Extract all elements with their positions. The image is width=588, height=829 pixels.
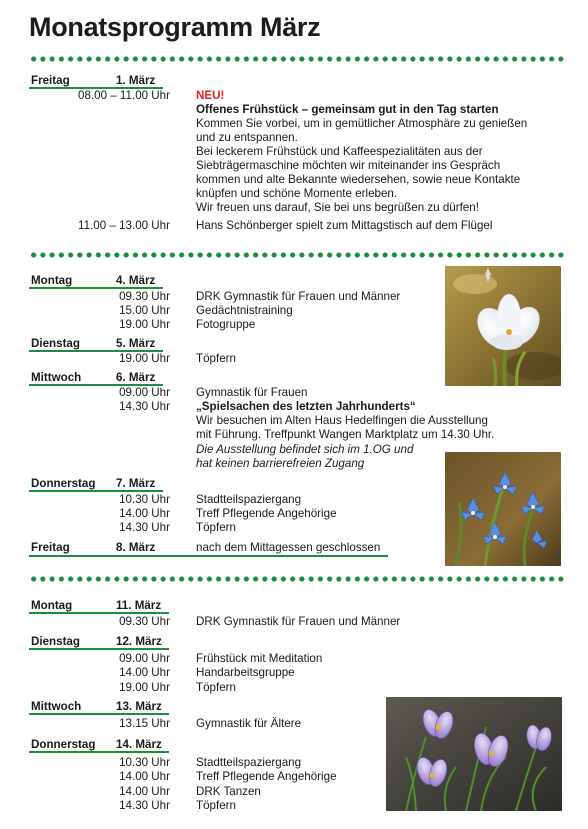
day-underline (29, 648, 169, 650)
event-time: 09.30 Uhr (119, 290, 170, 303)
day-label: Mittwoch (31, 371, 82, 384)
event-text: DRK Gymnastik für Frauen und Männer (196, 615, 401, 628)
event-text: knüpfen und schöne Momente erleben. (196, 187, 398, 200)
event-time: 11.00 – 13.00 Uhr (78, 219, 170, 232)
day-underline (29, 555, 388, 557)
event-text: und zu entspannen. (196, 131, 298, 144)
day-label: Mittwoch (31, 700, 82, 713)
event-title: Offenes Frühstück – gemeinsam gut in den Tag starten (196, 103, 499, 116)
day-label: Montag (31, 599, 73, 612)
event-text: Töpfern (196, 521, 236, 534)
event-text: Kommen Sie vorbei, um in gemütlicher Atmosphäre zu genießen (196, 117, 528, 130)
date-label: 4. März (116, 274, 156, 287)
date-label: 6. März (116, 371, 156, 384)
event-time: 14.00 Uhr (119, 770, 170, 783)
event-text: Bei leckerem Frühstück und Kaffeespezialitäten aus der (196, 145, 483, 158)
date-label: 1. März (116, 74, 156, 87)
day-label: Donnerstag (31, 477, 96, 490)
white-crocus-photo (445, 266, 561, 386)
event-text: kommen und alte Bekannte wiedersehen, sowie neue Kontakte (196, 173, 521, 186)
event-text: DRK Gymnastik für Frauen und Männer (196, 290, 401, 303)
event-time: 15.00 Uhr (119, 304, 170, 317)
dotted-divider (29, 252, 565, 258)
event-text: Treff Pflegende Angehörige (196, 770, 337, 783)
closed-note: nach dem Mittagessen geschlossen (196, 541, 381, 554)
event-text: Wir freuen uns darauf, Sie bei uns begrüßen zu dürfen! (196, 201, 479, 214)
event-text: Fotogruppe (196, 318, 256, 331)
event-time: 08.00 – 11.00 Uhr (78, 89, 170, 102)
event-text: Töpfern (196, 352, 236, 365)
event-text: Stadtteilspaziergang (196, 756, 302, 769)
event-text: Frühstück mit Meditation (196, 652, 323, 665)
blue-scilla-photo (445, 452, 561, 566)
event-text: Töpfern (196, 681, 236, 694)
event-text: Treff Pflegende Angehörige (196, 507, 337, 520)
dotted-divider (29, 576, 565, 582)
day-underline (29, 490, 163, 492)
event-time: 10.30 Uhr (119, 756, 170, 769)
date-label: 13. März (116, 700, 162, 713)
day-underline (29, 713, 169, 715)
date-label: 5. März (116, 337, 156, 350)
event-time: 14.00 Uhr (119, 785, 170, 798)
event-time: 14.00 Uhr (119, 507, 170, 520)
date-label: 11. März (116, 599, 162, 612)
date-label: 12. März (116, 635, 162, 648)
accessibility-note: hat keinen barrierefreien Zugang (196, 457, 365, 470)
event-time: 19.00 Uhr (119, 352, 170, 365)
event-text: Handarbeitsgruppe (196, 666, 295, 679)
day-underline (29, 612, 169, 614)
event-time: 09.00 Uhr (119, 652, 170, 665)
accessibility-note: Die Ausstellung befindet sich im 1.OG und (196, 443, 414, 456)
event-time: 14.30 Uhr (119, 799, 170, 812)
day-label: Dienstag (31, 635, 80, 648)
event-text: DRK Tanzen (196, 785, 261, 798)
event-time: 14.00 Uhr (119, 666, 170, 679)
purple-crocus-photo (386, 697, 562, 811)
event-text: Gymnastik für Frauen (196, 386, 308, 399)
event-text: Gymnastik für Ältere (196, 717, 302, 730)
event-time: 14.30 Uhr (119, 521, 170, 534)
event-text: Hans Schönberger spielt zum Mittagstisch auf dem Flügel (196, 219, 493, 232)
event-text: Siebträgermaschine möchten wir miteinander ins Gespräch (196, 159, 501, 172)
day-label: Freitag (31, 74, 70, 87)
page-title: Monatsprogramm März (29, 12, 321, 42)
day-underline (29, 751, 169, 753)
event-text: mit Führung. Treffpunkt Wangen Marktplatz um 14.30 Uhr. (196, 428, 495, 441)
date-label: 7. März (116, 477, 156, 490)
event-text: Töpfern (196, 799, 236, 812)
day-underline (29, 287, 163, 289)
event-text: Wir besuchen im Alten Haus Hedelfingen die Ausstellung (196, 414, 488, 427)
event-text: Stadtteilspaziergang (196, 493, 302, 506)
event-time: 09.30 Uhr (119, 615, 170, 628)
event-text: Gedächtnistraining (196, 304, 293, 317)
day-label: Montag (31, 274, 73, 287)
event-time: 14.30 Uhr (119, 400, 170, 413)
event-time: 10.30 Uhr (119, 493, 170, 506)
date-label: 14. März (116, 738, 162, 751)
dotted-divider (29, 56, 565, 62)
day-label: Donnerstag (31, 738, 96, 751)
event-time: 13.15 Uhr (119, 717, 170, 730)
event-time: 19.00 Uhr (119, 681, 170, 694)
day-label: Freitag (31, 541, 70, 554)
date-label: 8. März (116, 541, 156, 554)
day-label: Dienstag (31, 337, 80, 350)
event-time: 19.00 Uhr (119, 318, 170, 331)
event-title: „Spielsachen des letzten Jahrhunderts“ (196, 400, 416, 413)
new-badge: NEU! (196, 89, 225, 102)
event-time: 09.00 Uhr (119, 386, 170, 399)
